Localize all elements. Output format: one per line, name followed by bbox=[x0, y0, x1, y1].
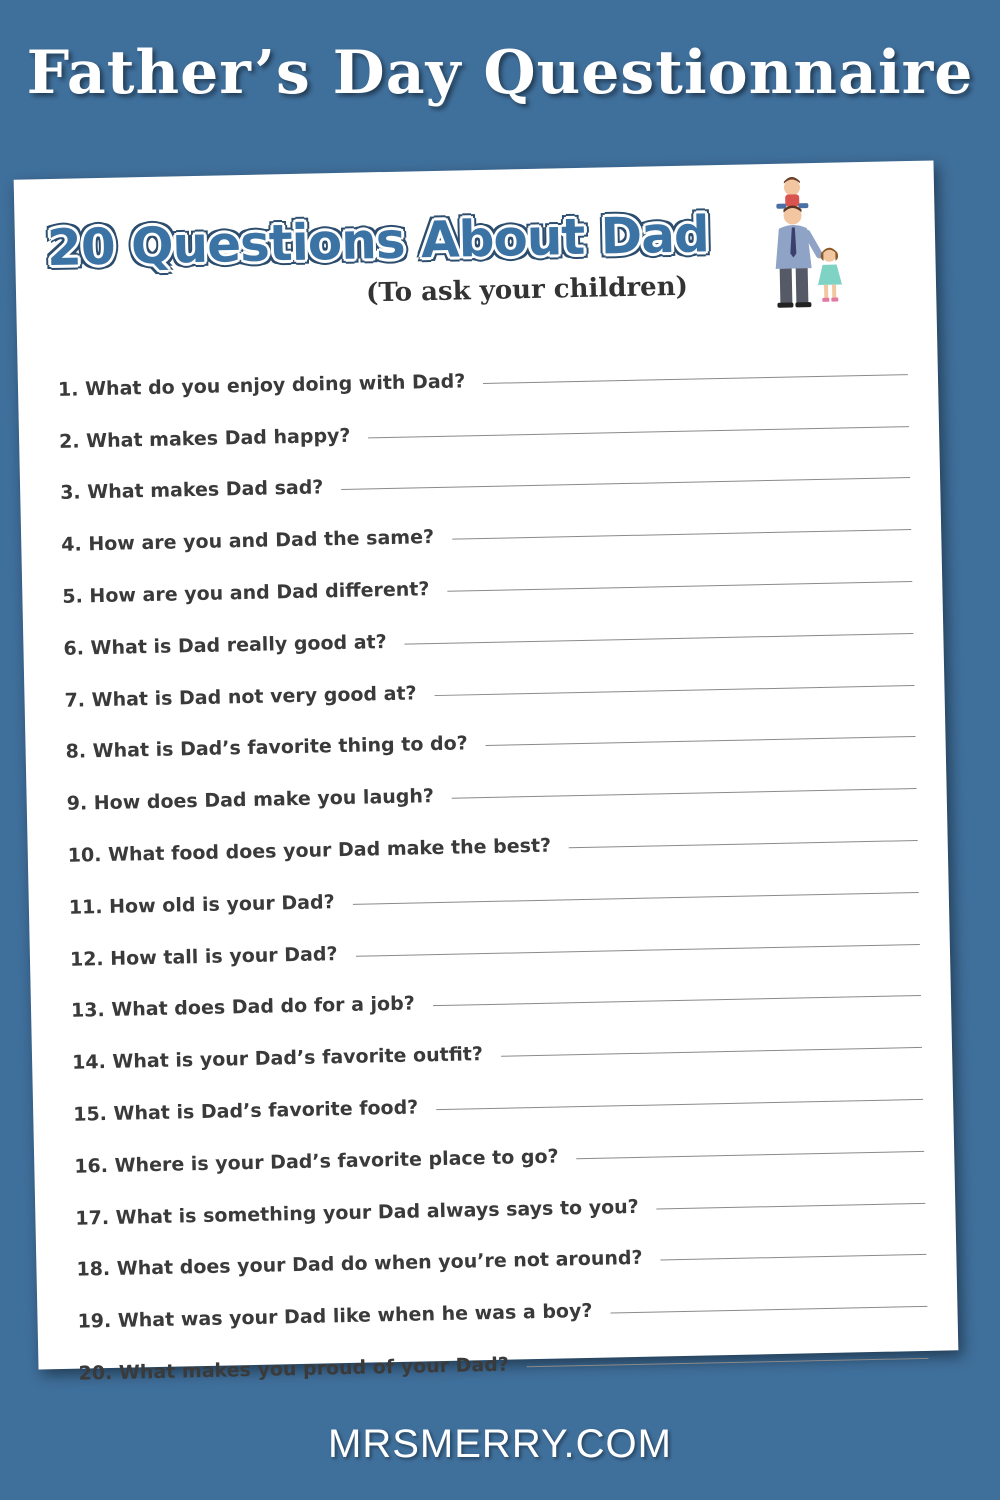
answer-line bbox=[501, 1047, 922, 1057]
answer-line bbox=[341, 477, 910, 490]
question-text: 2. What makes Dad happy? bbox=[58, 424, 351, 453]
answer-line bbox=[577, 1151, 925, 1159]
answer-line bbox=[483, 374, 908, 384]
answer-line bbox=[435, 685, 915, 696]
question-text: 12. How tall is your Dad? bbox=[69, 942, 338, 971]
question-text: 10. What food does your Dad make the best? bbox=[67, 834, 552, 867]
question-text: 1. What do you enjoy doing with Dad? bbox=[57, 370, 466, 401]
answer-line bbox=[661, 1254, 927, 1261]
answer-line bbox=[486, 736, 916, 746]
answer-line bbox=[610, 1306, 927, 1314]
sheet-heading: 20 Questions About Dad bbox=[46, 205, 710, 278]
answer-line bbox=[433, 995, 921, 1006]
sheet-subheading: (To ask your children) bbox=[365, 271, 689, 309]
question-text: 16. Where is your Dad’s favorite place to go? bbox=[74, 1145, 559, 1178]
question-text: 3. What makes Dad sad? bbox=[59, 476, 324, 505]
question-text: 8. What is Dad’s favorite thing to do? bbox=[65, 732, 468, 764]
questionnaire-sheet bbox=[14, 160, 959, 1385]
question-text: 4. How are you and Dad the same? bbox=[61, 526, 435, 557]
answer-line bbox=[368, 426, 909, 438]
question-text: 11. How old is your Dad? bbox=[68, 890, 335, 919]
answer-line bbox=[452, 788, 917, 799]
answer-line bbox=[657, 1202, 926, 1209]
answer-line bbox=[569, 840, 918, 848]
site-footer: MRSMERRY.COM bbox=[328, 1422, 672, 1466]
question-text: 20. What makes you proud of your Dad? bbox=[78, 1353, 510, 1385]
question-text: 19. What was your Dad like when he was a boy? bbox=[77, 1300, 593, 1333]
question-list bbox=[57, 333, 929, 1387]
question-text: 9. How does Dad make you laugh? bbox=[66, 785, 435, 815]
answer-line bbox=[356, 944, 920, 957]
dad-with-children-illustration bbox=[754, 172, 857, 309]
question-text: 5. How are you and Dad different? bbox=[62, 578, 430, 608]
question-text: 13. What does Dad do for a job? bbox=[70, 992, 415, 1023]
answer-line bbox=[527, 1358, 929, 1367]
page-title: Father’s Day Questionnaire bbox=[26, 38, 974, 108]
question-text: 7. What is Dad not very good at? bbox=[64, 682, 417, 712]
question-text: 17. What is something your Dad always says to you? bbox=[75, 1195, 639, 1230]
question-text: 14. What is your Dad’s favorite outfit? bbox=[71, 1043, 484, 1074]
answer-line bbox=[447, 581, 912, 592]
answer-line bbox=[353, 892, 919, 905]
answer-line bbox=[452, 529, 911, 540]
question-text: 6. What is Dad really good at? bbox=[63, 630, 387, 660]
question-text: 15. What is Dad’s favorite food? bbox=[73, 1096, 419, 1126]
answer-line bbox=[436, 1099, 923, 1110]
answer-line bbox=[405, 633, 914, 645]
question-text: 18. What does your Dad do when you’re not around? bbox=[76, 1247, 643, 1282]
